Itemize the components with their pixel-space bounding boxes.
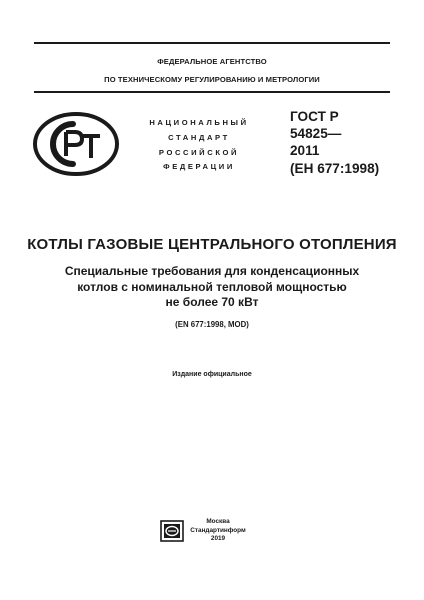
- standard-reference: (EN 677:1998, MOD): [175, 320, 249, 329]
- top-rule: [34, 42, 390, 44]
- designation-line-1: ГОСТ Р: [290, 109, 339, 124]
- national-standard-label: [140, 116, 258, 175]
- designation-line-3: 2011: [290, 143, 320, 159]
- header-rule: [34, 91, 390, 93]
- edition-label: Издание официальное: [172, 371, 252, 378]
- publisher-block: [182, 518, 254, 544]
- publisher-year: 2019: [210, 535, 226, 543]
- designation-line-2: 54825—: [290, 126, 342, 142]
- agency-line-2: ПО ТЕХНИЧЕСКОМУ РЕГУЛИРОВАНИЮ И МЕТРОЛОГИИ: [104, 75, 320, 84]
- national-line-1: НАЦИОНАЛЬНЫЙ: [149, 118, 249, 127]
- designation-line-4: (ЕН 677:1998): [290, 160, 380, 176]
- document-subtitle: [20, 264, 404, 311]
- publisher-name: Стандартинформ: [190, 526, 246, 534]
- subtitle-line-1: Специальные требования для конденсационных: [64, 264, 360, 278]
- standard-designation: [290, 108, 400, 177]
- national-line-3: РОССИЙСКОЙ: [158, 147, 240, 157]
- subtitle-line-2: котлов с номинальной тепловой мощностью: [77, 279, 347, 294]
- subtitle-line-3: не более 70 кВт: [165, 295, 259, 310]
- national-line-4: ФЕДЕРАЦИИ: [163, 162, 235, 172]
- national-line-2: СТАНДАРТ: [168, 132, 230, 142]
- document-title: КОТЛЫ ГАЗОВЫЕ ЦЕНТРАЛЬНОГО ОТОПЛЕНИЯ: [27, 236, 397, 253]
- publisher-city: Москва: [206, 518, 230, 525]
- agency-line-1: ФЕДЕРАЛЬНОЕ АГЕНТСТВО: [157, 57, 267, 66]
- rst-certification-mark-icon: [33, 112, 119, 176]
